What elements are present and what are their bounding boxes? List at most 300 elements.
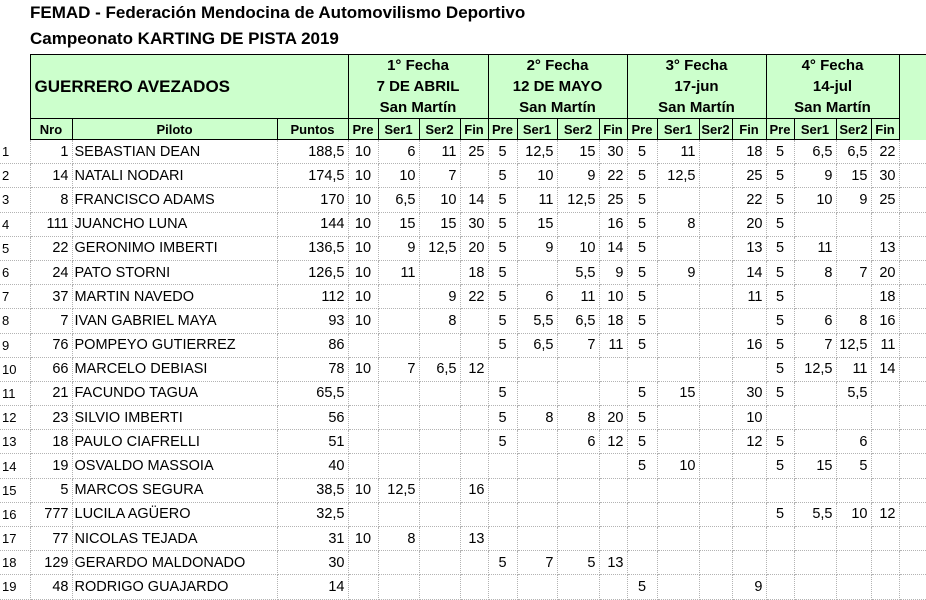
next-fecha-cell [899, 333, 926, 357]
fecha-3-date: 17-jun [627, 76, 766, 97]
f4-fin-points [871, 478, 899, 502]
f1-ser2-points: 8 [419, 309, 460, 333]
f4-ser2-points [836, 236, 871, 260]
fecha-3-place: San Martín [627, 97, 766, 119]
f3-ser2-points [699, 454, 732, 478]
kart-number: 129 [30, 551, 72, 575]
f3-fin-points: 11 [732, 285, 766, 309]
f3-ser1-points [657, 478, 699, 502]
col-f3-ser1: Ser1 [657, 119, 699, 140]
f2-ser1-points [517, 381, 557, 405]
row-index: 15 [0, 478, 30, 502]
f3-ser2-points [699, 406, 732, 430]
kart-number: 77 [30, 527, 72, 551]
f1-fin-points [460, 333, 488, 357]
f3-pre-points [627, 551, 657, 575]
total-points: 40 [277, 454, 348, 478]
f4-pre-points [766, 478, 794, 502]
f3-fin-points: 10 [732, 406, 766, 430]
f2-ser2-points [557, 212, 599, 236]
f2-fin-points: 12 [599, 430, 627, 454]
pilot-name: RODRIGO GUAJARDO [72, 575, 277, 599]
f3-ser1-points [657, 236, 699, 260]
f2-fin-points: 30 [599, 140, 627, 164]
f4-fin-points [871, 381, 899, 405]
f4-fin-points [871, 430, 899, 454]
f1-ser1-points: 7 [378, 357, 419, 381]
f3-fin-points [732, 527, 766, 551]
row-index: 8 [0, 309, 30, 333]
fecha-4-date: 14-jul [766, 76, 899, 97]
f4-fin-points: 14 [871, 357, 899, 381]
f3-ser2-points [699, 260, 732, 284]
f1-ser1-points [378, 333, 419, 357]
total-points: 32,5 [277, 502, 348, 526]
f3-pre-points: 5 [627, 333, 657, 357]
f1-ser1-points [378, 454, 419, 478]
f4-ser2-points: 10 [836, 502, 871, 526]
f3-ser1-points: 11 [657, 140, 699, 164]
row-index: 16 [0, 502, 30, 526]
f4-pre-points: 5 [766, 212, 794, 236]
f1-ser1-points [378, 285, 419, 309]
f1-ser2-points [419, 430, 460, 454]
f2-pre-points: 5 [488, 309, 517, 333]
f4-fin-points [871, 212, 899, 236]
f2-pre-points: 5 [488, 406, 517, 430]
next-fecha-cell [899, 212, 926, 236]
f2-fin-points [599, 502, 627, 526]
f2-pre-points: 5 [488, 260, 517, 284]
f3-pre-points: 5 [627, 212, 657, 236]
f2-ser1-points [517, 357, 557, 381]
total-points: 136,5 [277, 236, 348, 260]
f1-pre-points: 10 [348, 212, 378, 236]
pilot-name: IVAN GABRIEL MAYA [72, 309, 277, 333]
f2-ser2-points: 11 [557, 285, 599, 309]
next-fecha-cell [899, 164, 926, 188]
next-fecha-cell [899, 357, 926, 381]
f2-pre-points [488, 502, 517, 526]
pilot-name: FRANCISCO ADAMS [72, 188, 277, 212]
f4-ser1-points: 6,5 [794, 140, 836, 164]
f3-fin-points [732, 454, 766, 478]
f4-ser2-points [836, 527, 871, 551]
f1-ser1-points: 6,5 [378, 188, 419, 212]
f4-pre-points: 5 [766, 236, 794, 260]
total-points: 31 [277, 527, 348, 551]
f1-pre-points: 10 [348, 357, 378, 381]
kart-number: 5 [30, 478, 72, 502]
f4-pre-points: 5 [766, 188, 794, 212]
row-index: 10 [0, 357, 30, 381]
f2-fin-points [599, 478, 627, 502]
col-f4-ser1: Ser1 [794, 119, 836, 140]
row-index: 17 [0, 527, 30, 551]
kart-number: 19 [30, 454, 72, 478]
f3-pre-points: 5 [627, 454, 657, 478]
f4-pre-points: 5 [766, 140, 794, 164]
f2-fin-points: 14 [599, 236, 627, 260]
f4-fin-points: 18 [871, 285, 899, 309]
f4-fin-points: 25 [871, 188, 899, 212]
pilot-name: GERARDO MALDONADO [72, 551, 277, 575]
total-points: 174,5 [277, 164, 348, 188]
f1-pre-points: 10 [348, 236, 378, 260]
f1-ser1-points: 12,5 [378, 478, 419, 502]
f3-pre-points: 5 [627, 430, 657, 454]
table-row [0, 357, 926, 381]
document-subtitle: Campeonato KARTING DE PISTA 2019 [30, 29, 339, 48]
f2-ser1-points: 15 [517, 212, 557, 236]
f4-ser2-points: 7 [836, 260, 871, 284]
f4-ser1-points [794, 575, 836, 599]
row-index: 14 [0, 454, 30, 478]
f4-ser2-points [836, 575, 871, 599]
f1-ser2-points [419, 406, 460, 430]
table-row [0, 502, 926, 526]
next-fecha-cell [899, 236, 926, 260]
f1-ser1-points: 9 [378, 236, 419, 260]
f3-ser2-points [699, 333, 732, 357]
f3-ser2-points [699, 164, 732, 188]
table-row [0, 236, 926, 260]
row-index: 9 [0, 333, 30, 357]
f1-pre-points [348, 430, 378, 454]
f1-ser2-points [419, 502, 460, 526]
row-index: 11 [0, 381, 30, 405]
f1-ser1-points: 8 [378, 527, 419, 551]
f4-pre-points: 5 [766, 381, 794, 405]
col-f1-ser2: Ser2 [419, 119, 460, 140]
col-f3-fin: Fin [732, 119, 766, 140]
f1-ser2-points: 11 [419, 140, 460, 164]
f1-fin-points [460, 406, 488, 430]
f3-fin-points [732, 357, 766, 381]
col-f2-fin: Fin [599, 119, 627, 140]
next-fecha-cell [899, 381, 926, 405]
f4-ser1-points [794, 285, 836, 309]
next-fecha-cell [899, 478, 926, 502]
next-fecha-stub [899, 55, 926, 140]
fecha-2-date: 12 DE MAYO [488, 76, 627, 97]
col-f2-pre: Pre [488, 119, 517, 140]
total-points: 86 [277, 333, 348, 357]
table-row [0, 430, 926, 454]
f4-pre-points: 5 [766, 309, 794, 333]
f1-pre-points: 10 [348, 285, 378, 309]
fecha-1-number: 1° Fecha [348, 55, 488, 77]
table-row [0, 406, 926, 430]
kart-number: 76 [30, 333, 72, 357]
f3-fin-points [732, 478, 766, 502]
f4-ser1-points: 9 [794, 164, 836, 188]
row-index: 6 [0, 260, 30, 284]
f3-fin-points: 25 [732, 164, 766, 188]
f4-pre-points: 5 [766, 502, 794, 526]
col-nro: Nro [30, 119, 72, 140]
fecha-1-place: San Martín [348, 97, 488, 119]
f1-ser2-points [419, 527, 460, 551]
kart-number: 23 [30, 406, 72, 430]
f2-fin-points [599, 381, 627, 405]
pilot-name: SILVIO IMBERTI [72, 406, 277, 430]
table-row [0, 140, 926, 164]
f1-ser2-points [419, 260, 460, 284]
fecha-1-date: 7 DE ABRIL [348, 76, 488, 97]
f3-ser1-points: 10 [657, 454, 699, 478]
row-index: 13 [0, 430, 30, 454]
fecha-4-place: San Martín [766, 97, 899, 119]
col-f1-pre: Pre [348, 119, 378, 140]
f3-ser1-points [657, 575, 699, 599]
f2-ser1-points: 6 [517, 285, 557, 309]
f3-pre-points: 5 [627, 309, 657, 333]
next-fecha-cell [899, 309, 926, 333]
f3-fin-points: 20 [732, 212, 766, 236]
row-index: 5 [0, 236, 30, 260]
total-points: 93 [277, 309, 348, 333]
f1-ser1-points: 6 [378, 140, 419, 164]
f3-ser1-points [657, 285, 699, 309]
f2-fin-points [599, 454, 627, 478]
f4-pre-points: 5 [766, 430, 794, 454]
f1-ser1-points: 11 [378, 260, 419, 284]
f2-ser1-points [517, 430, 557, 454]
f2-ser1-points [517, 527, 557, 551]
f2-ser1-points [517, 454, 557, 478]
f3-ser2-points [699, 212, 732, 236]
f2-ser2-points: 6,5 [557, 309, 599, 333]
f3-ser1-points: 8 [657, 212, 699, 236]
f4-pre-points: 5 [766, 285, 794, 309]
f2-ser2-points [557, 527, 599, 551]
f3-fin-points: 12 [732, 430, 766, 454]
f1-fin-points: 22 [460, 285, 488, 309]
pilot-name: MARTIN NAVEDO [72, 285, 277, 309]
f1-fin-points [460, 454, 488, 478]
table-row [0, 454, 926, 478]
f3-pre-points: 5 [627, 381, 657, 405]
f2-ser2-points: 10 [557, 236, 599, 260]
table-row [0, 333, 926, 357]
f2-ser1-points: 11 [517, 188, 557, 212]
kart-number: 1 [30, 140, 72, 164]
col-f3-ser2: Ser2 [699, 119, 732, 140]
f4-pre-points [766, 406, 794, 430]
f3-ser2-points [699, 140, 732, 164]
f2-fin-points [599, 357, 627, 381]
f3-pre-points: 5 [627, 406, 657, 430]
f3-pre-points: 5 [627, 575, 657, 599]
fecha-2-place: San Martín [488, 97, 627, 119]
table-row [0, 381, 926, 405]
total-points: 14 [277, 575, 348, 599]
f1-pre-points: 10 [348, 527, 378, 551]
f4-ser2-points [836, 551, 871, 575]
table-row [0, 309, 926, 333]
next-fecha-cell [899, 502, 926, 526]
f2-fin-points: 11 [599, 333, 627, 357]
f4-ser1-points: 10 [794, 188, 836, 212]
total-points: 30 [277, 551, 348, 575]
f4-fin-points: 13 [871, 236, 899, 260]
f4-fin-points: 12 [871, 502, 899, 526]
pilot-name: NATALI NODARI [72, 164, 277, 188]
f1-ser1-points [378, 406, 419, 430]
f1-fin-points: 12 [460, 357, 488, 381]
next-fecha-cell [899, 260, 926, 284]
f3-fin-points: 30 [732, 381, 766, 405]
f3-ser1-points [657, 551, 699, 575]
row-index: 3 [0, 188, 30, 212]
f3-ser1-points [657, 188, 699, 212]
f3-ser1-points: 12,5 [657, 164, 699, 188]
f1-ser2-points: 12,5 [419, 236, 460, 260]
f4-pre-points [766, 551, 794, 575]
f4-ser1-points: 5,5 [794, 502, 836, 526]
f1-pre-points [348, 551, 378, 575]
pilot-name: POMPEYO GUTIERREZ [72, 333, 277, 357]
next-fecha-cell [899, 188, 926, 212]
f1-fin-points [460, 551, 488, 575]
f2-ser1-points: 9 [517, 236, 557, 260]
f3-ser1-points: 9 [657, 260, 699, 284]
total-points: 170 [277, 188, 348, 212]
f3-ser2-points [699, 309, 732, 333]
f1-ser2-points [419, 575, 460, 599]
f1-ser1-points: 15 [378, 212, 419, 236]
f1-ser2-points [419, 381, 460, 405]
f2-ser2-points: 9 [557, 164, 599, 188]
col-f3-pre: Pre [627, 119, 657, 140]
f2-pre-points: 5 [488, 285, 517, 309]
f4-ser2-points: 8 [836, 309, 871, 333]
f1-ser2-points: 10 [419, 188, 460, 212]
f2-fin-points: 25 [599, 188, 627, 212]
f4-fin-points [871, 527, 899, 551]
f2-fin-points: 22 [599, 164, 627, 188]
f2-ser2-points: 12,5 [557, 188, 599, 212]
f1-ser1-points: 10 [378, 164, 419, 188]
f4-ser1-points: 6 [794, 309, 836, 333]
f4-pre-points [766, 575, 794, 599]
f1-fin-points: 25 [460, 140, 488, 164]
total-points: 144 [277, 212, 348, 236]
f2-fin-points: 18 [599, 309, 627, 333]
pilot-name: JUANCHO LUNA [72, 212, 277, 236]
f3-ser1-points [657, 430, 699, 454]
f2-ser2-points [557, 381, 599, 405]
f3-ser1-points [657, 527, 699, 551]
f4-pre-points: 5 [766, 164, 794, 188]
f4-ser1-points [794, 430, 836, 454]
kart-number: 24 [30, 260, 72, 284]
table-row [0, 260, 926, 284]
total-points: 51 [277, 430, 348, 454]
f1-fin-points: 30 [460, 212, 488, 236]
f2-pre-points: 5 [488, 381, 517, 405]
pilot-name: PAULO CIAFRELLI [72, 430, 277, 454]
fecha-2-number: 2° Fecha [488, 55, 627, 77]
pilot-name: FACUNDO TAGUA [72, 381, 277, 405]
f2-ser1-points [517, 575, 557, 599]
f4-fin-points [871, 454, 899, 478]
f2-fin-points: 13 [599, 551, 627, 575]
f4-fin-points: 11 [871, 333, 899, 357]
f3-fin-points: 13 [732, 236, 766, 260]
f1-ser2-points: 7 [419, 164, 460, 188]
col-f2-ser2: Ser2 [557, 119, 599, 140]
f4-pre-points: 5 [766, 333, 794, 357]
next-fecha-cell [899, 527, 926, 551]
f3-ser2-points [699, 575, 732, 599]
pilot-name: SEBASTIAN DEAN [72, 140, 277, 164]
f3-pre-points: 5 [627, 285, 657, 309]
f3-fin-points: 9 [732, 575, 766, 599]
f3-fin-points: 18 [732, 140, 766, 164]
f1-pre-points [348, 575, 378, 599]
f3-fin-points: 14 [732, 260, 766, 284]
f2-pre-points: 5 [488, 236, 517, 260]
f4-ser1-points: 7 [794, 333, 836, 357]
f4-ser2-points [836, 212, 871, 236]
f2-fin-points: 10 [599, 285, 627, 309]
f1-ser2-points [419, 454, 460, 478]
f3-pre-points [627, 527, 657, 551]
f1-fin-points [460, 575, 488, 599]
f3-ser1-points [657, 333, 699, 357]
table-row [0, 285, 926, 309]
f1-fin-points [460, 381, 488, 405]
table-row [0, 575, 926, 599]
row-index: 19 [0, 575, 30, 599]
f2-pre-points: 5 [488, 430, 517, 454]
f1-ser2-points [419, 551, 460, 575]
f4-ser2-points [836, 406, 871, 430]
f1-ser1-points [378, 430, 419, 454]
f2-ser1-points [517, 260, 557, 284]
f4-ser1-points [794, 381, 836, 405]
f3-ser1-points [657, 502, 699, 526]
f1-fin-points [460, 164, 488, 188]
pilot-name: GERONIMO IMBERTI [72, 236, 277, 260]
f3-ser2-points [699, 188, 732, 212]
total-points: 56 [277, 406, 348, 430]
f4-fin-points [871, 551, 899, 575]
fecha-3-number: 3° Fecha [627, 55, 766, 77]
table-row [0, 527, 926, 551]
f2-ser2-points: 5,5 [557, 260, 599, 284]
f4-fin-points [871, 406, 899, 430]
f1-fin-points: 14 [460, 188, 488, 212]
f2-ser1-points: 5,5 [517, 309, 557, 333]
row-index: 12 [0, 406, 30, 430]
f3-ser1-points [657, 309, 699, 333]
table-row [0, 188, 926, 212]
f4-ser2-points: 5,5 [836, 381, 871, 405]
f1-ser1-points [378, 575, 419, 599]
f2-ser2-points [557, 357, 599, 381]
next-fecha-cell [899, 575, 926, 599]
f3-pre-points: 5 [627, 260, 657, 284]
f2-fin-points: 9 [599, 260, 627, 284]
f2-pre-points: 5 [488, 333, 517, 357]
f1-ser1-points [378, 551, 419, 575]
row-index: 18 [0, 551, 30, 575]
f3-fin-points [732, 502, 766, 526]
f4-ser2-points: 5 [836, 454, 871, 478]
